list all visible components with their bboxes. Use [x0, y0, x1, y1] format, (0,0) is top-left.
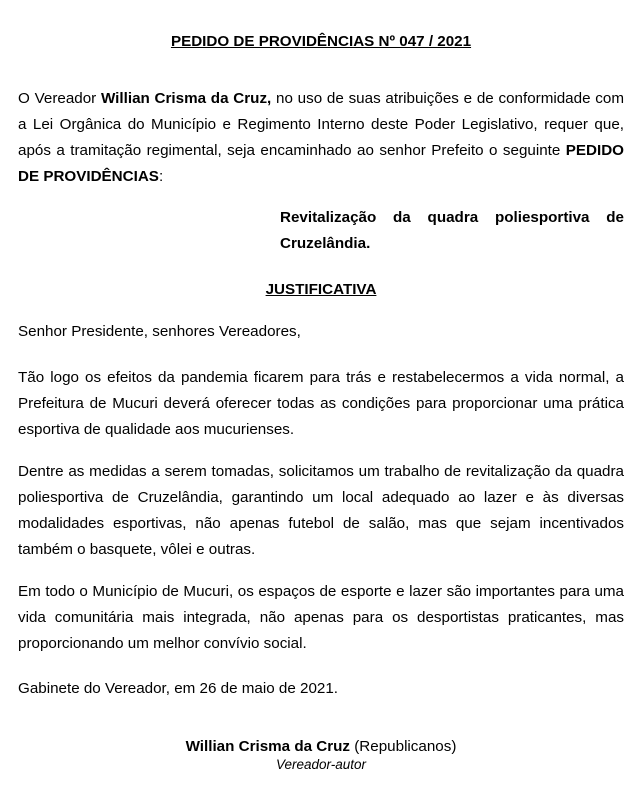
justification-paragraph-3: Em todo o Município de Mucuri, os espaços de esporte e lazer são importantes para uma vida comunitária mais integrada, não apenas para os desportistas praticantes, mas proporcionando um melhor convívio social.: [18, 583, 624, 652]
councilor-name: Willian Crisma da Cruz,: [100, 90, 272, 107]
document-title: PEDIDO DE PROVIDÊNCIAS Nº 047 / 2021: [170, 33, 472, 50]
signature-party: (Republicanos): [350, 738, 457, 755]
justification-paragraph-1: Tão logo os efeitos da pandemia ficarem para trás e restabelecermos a vida normal, a Prefeitura de Mucuri deverá oferecer todas as condições para proporcionar uma prática esportiva de qualidade aos mucurienses.: [18, 369, 624, 438]
signature-name: Willian Crisma da Cruz: [185, 738, 351, 755]
justification-heading: JUSTIFICATIVA: [265, 281, 377, 298]
closing-line: Gabinete do Vereador, em 26 de maio de 2021.: [18, 680, 339, 697]
signature-block: [18, 737, 624, 757]
intro-paragraph: [18, 86, 624, 190]
intro-body: no uso de suas atribuições e de conformidade com a Lei Orgânica do Município e Regimento Interno deste Poder Legislativo, requer que, após a tramitação regimental, seja encaminhado ao senhor Prefeito o seguinte: [18, 90, 624, 159]
intro-prefix: O Vereador: [18, 90, 101, 107]
justification-paragraph-2: Dentre as medidas a serem tomadas, solicitamos um trabalho de revitalização da quadra poliesportiva de Cruzelândia, garantindo um local adequado ao lazer e às diversas modalidades esportivas, não apenas futebol de salão, mas que sejam incentivados também o basquete, vôlei e outras.: [18, 463, 624, 558]
intro-suffix: :: [158, 168, 164, 185]
request-subject: Revitalização da quadra poliesportiva de Cruzelândia.: [280, 209, 624, 252]
request-type: PEDIDO DE PROVIDÊNCIAS: [18, 142, 624, 185]
greeting: Senhor Presidente, senhores Vereadores,: [18, 323, 301, 340]
signature-role: Vereador-autor: [275, 757, 367, 772]
